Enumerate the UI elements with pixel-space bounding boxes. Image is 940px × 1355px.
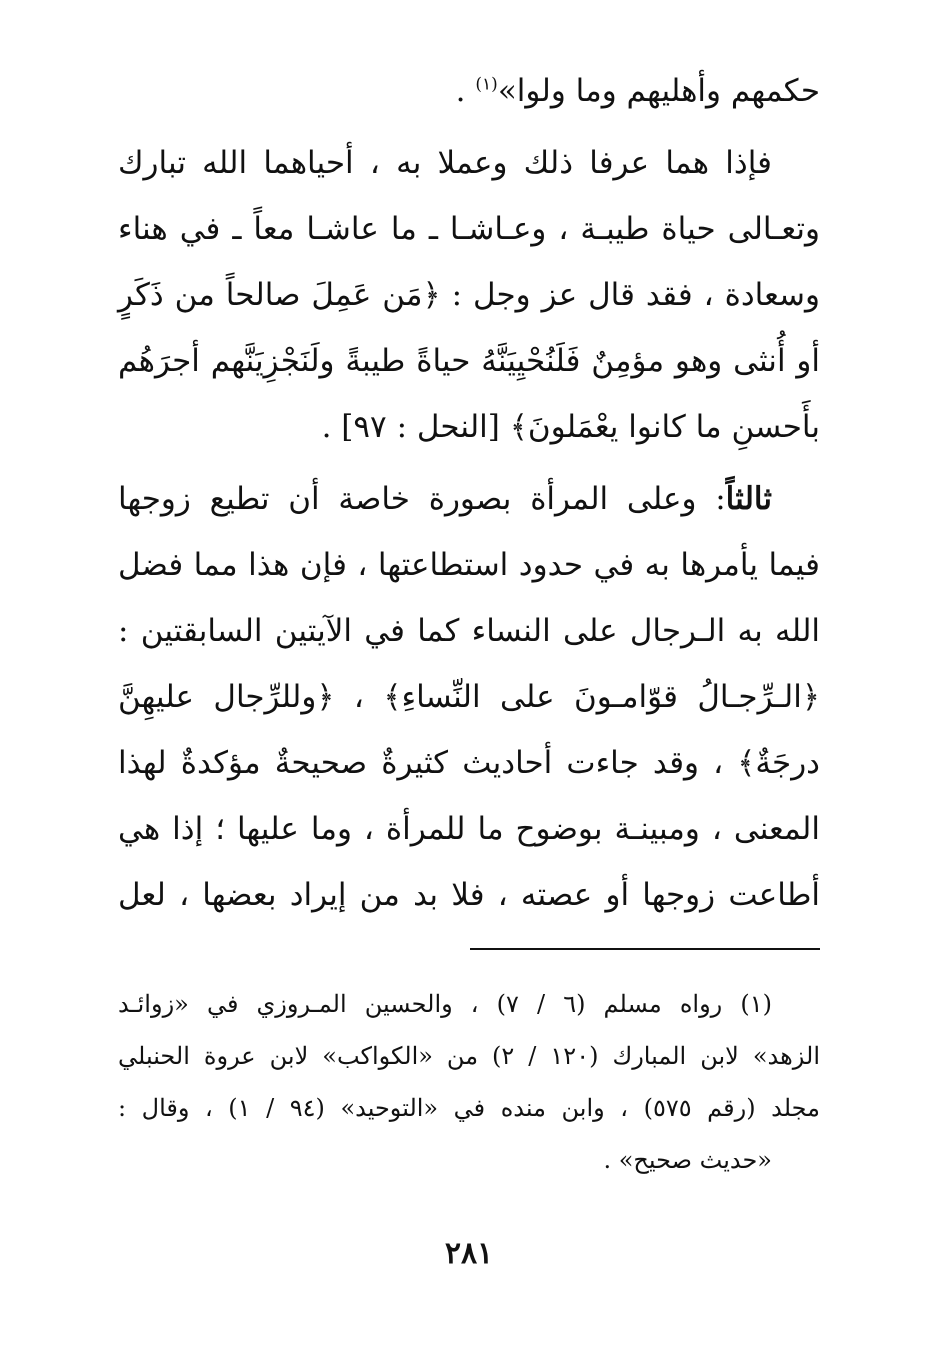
text-run: .	[455, 73, 476, 109]
text-line: ﴿الـرِّجـالُ قوّامـونَ على النِّساءِ﴾ ، ﴿وللرِّجال عليهِنَّ	[118, 679, 820, 715]
footnote-marker: (١)	[475, 74, 498, 95]
paragraph-1	[118, 130, 820, 460]
text-line: درجَةٌ﴾ ، وقد جاءت أحاديث كثيرةٌ صحيحةٌ مؤكدةٌ لهذا	[118, 745, 820, 781]
text-line	[118, 466, 820, 532]
text-line: أطاعت زوجها أو عصته ، فلا بد من إيراد بعضها ، لعل	[118, 877, 820, 913]
footnotes	[118, 978, 820, 1186]
main-text	[118, 58, 820, 928]
footnote-line: «حديث صحيح» .	[603, 1146, 772, 1174]
book-page	[118, 58, 820, 1318]
paragraph-continuation	[118, 58, 820, 124]
text-line: المعنى ، ومبينـة بوضوح ما للمرأة ، وما عليها ؛ إذا هي	[118, 811, 820, 847]
text-line	[118, 58, 820, 124]
text-line: أو أُنثى وهو مؤمِنٌ فَلَنُحْيِيَنَّهُ حياةً طيبةً ولَنَجْزِيَنَّهم أجرَهُم	[118, 343, 820, 379]
text-line: الله به الـرجال على النساء كما في الآيتين السابقتين :	[118, 613, 820, 649]
paragraph-2	[118, 466, 820, 928]
text-run: : وعلى المرأة بصورة خاصة أن تطيع زوجها	[118, 481, 726, 517]
text-run: حكمهم وأهليهم وما ولوا»	[497, 73, 820, 109]
footnote-line: مجلد (رقم ٥٧٥) ، وابن منده في «التوحيد» (٩٤ / ١) ، وقال :	[118, 1094, 820, 1122]
text-line: وسعادة ، فقد قال عز وجل : ﴿مَن عَمِلَ صالحاً من ذَكَرٍ	[118, 277, 820, 313]
footnote-line: الزهد» لابن المبارك (١٢٠ / ٢) من «الكواكب» لابن عروة الحنبلي	[118, 1042, 821, 1070]
text-line: فإذا هما عرفا ذلك وعملا به ، أحياهما الله تبارك	[118, 145, 772, 181]
text-line: وتعـالى حياة طيبـة ، وعـاشـا ـ ما عاشـا معاً ـ في هناء	[118, 211, 820, 247]
page-number: ٢٨١	[444, 1236, 494, 1271]
text-line: فيما يأمرها به في حدود استطاعتها ، فإن هذا مما فضل	[118, 547, 820, 583]
footnote-separator	[470, 948, 820, 950]
section-lead: ثالثاً	[725, 481, 772, 517]
footnote-line: (١) رواه مسلم (٦ / ٧) ، والحسين المـروزي في «زوائـد	[118, 990, 772, 1018]
text-line: بأَحسنِ ما كانوا يعْمَلونَ﴾ [النحل : ٩٧] .	[321, 409, 820, 445]
